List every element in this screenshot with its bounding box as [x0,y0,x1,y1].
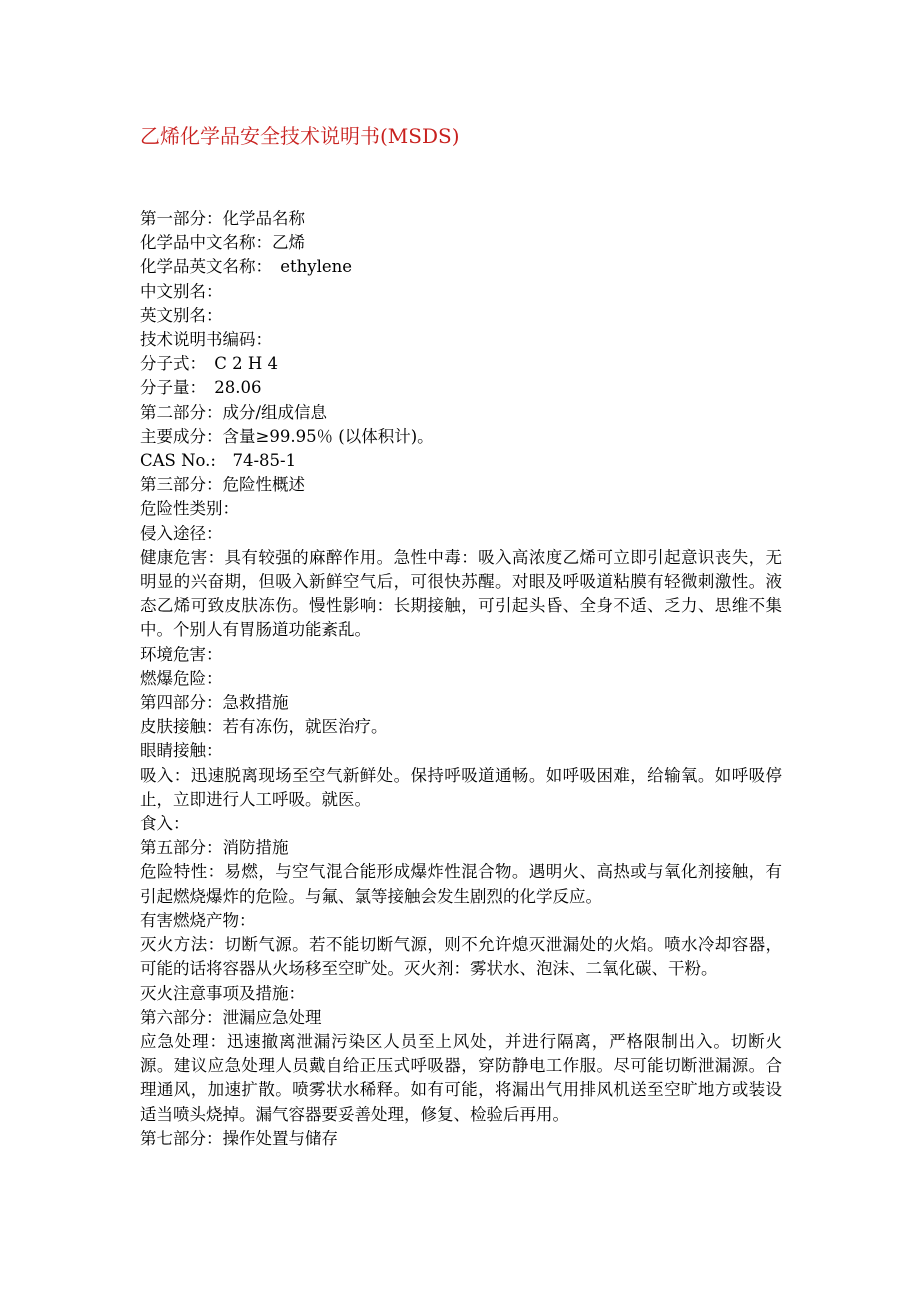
document-title: 乙烯化学品安全技术说明书(MSDS) [140,124,460,148]
document-paragraph: 第一部分：化学品名称 [140,209,305,228]
document-paragraph: 分子量： 28.06 [140,378,262,398]
document-paragraph: 化学品中文名称：乙烯 [140,233,305,253]
document-paragraph: 第三部分：危险性概述 [140,475,305,495]
document-paragraph: 皮肤接触：若有冻伤，就医治疗。 [140,717,388,737]
document-paragraph: 第六部分：泄漏应急处理 [140,1007,322,1027]
document-paragraph: 健康危害：具有较强的麻醉作用。急性中毒：吸入高浓度乙烯可立即引起意识丧失，无明显的兴奋期，但吸入新鲜空气后，可很快苏醒。对眼及呼吸道粘膜有轻微刺激性。液态乙烯可致皮肤冻伤。慢性影响：长期接触，可引起头昏、全身不适、乏力、思维不集中。个别人有胃肠道功能紊乱。 [140,547,782,640]
document-paragraph: 危险性类别： [140,499,239,519]
document-paragraph: 化学品英文名称： ethylene [140,257,353,277]
document-paragraph: 吸入：迅速脱离现场至空气新鲜处。保持呼吸道通畅。如呼吸困难，给输氧。如呼吸停止，立即进行人工呼吸。就医。 [140,765,782,809]
document-paragraph: 分子式： C 2 H 4 [140,354,278,374]
document-paragraph: 第五部分：消防措施 [140,838,289,858]
document-paragraph: 应急处理：迅速撤离泄漏污染区人员至上风处，并进行隔离，严格限制出入。切断火源。建议应急处理人员戴自给正压式呼吸器，穿防静电工作服。尽可能切断泄漏源。合理通风，加速扩散。喷雾状水稀释。如有可能，将漏出气用排风机送至空旷地方或装设适当喷头烧掉。漏气容器要妥善处理，修复、检验后再用。 [140,1031,782,1124]
document-paragraph: 灭火方法：切断气源。若不能切断气源，则不允许熄灭泄漏处的火焰。喷水冷却容器，可能的话将容器从火场移至空旷处。灭火剂：雾状水、泡沫、二氧化碳、干粉。 [140,935,782,979]
document-paragraph: 有害燃烧产物： [140,910,256,930]
document-paragraph: 英文别名： [140,305,223,325]
document-paragraph: 第七部分：操作处置与储存 [140,1128,338,1148]
document-paragraph: 技术说明书编码： [140,330,272,350]
document-paragraph: 环境危害： [140,644,223,664]
document-body [140,207,782,1151]
document-paragraph: 眼睛接触： [140,741,223,761]
document-paragraph: 侵入途径： [140,523,223,543]
document-paragraph: 第四部分：急救措施 [140,693,289,713]
document-paragraph: 灭火注意事项及措施： [140,983,305,1003]
document-paragraph: CAS No.: 74-85-1 [140,451,297,471]
document-paragraph: 燃爆危险： [140,668,223,688]
document-paragraph: 主要成分：含量≥99.95％ (以体积计)。 [140,426,434,446]
document-paragraph: 危险特性：易燃，与空气混合能形成爆炸性混合物。遇明火、高热或与氧化剂接触，有引起燃烧爆炸的危险。与氟、氯等接触会发生剧烈的化学反应。 [140,862,782,906]
document-paragraph: 食入： [140,814,190,834]
document-paragraph: 中文别名： [140,281,223,301]
document-paragraph: 第二部分：成分/组成信息 [140,402,328,422]
